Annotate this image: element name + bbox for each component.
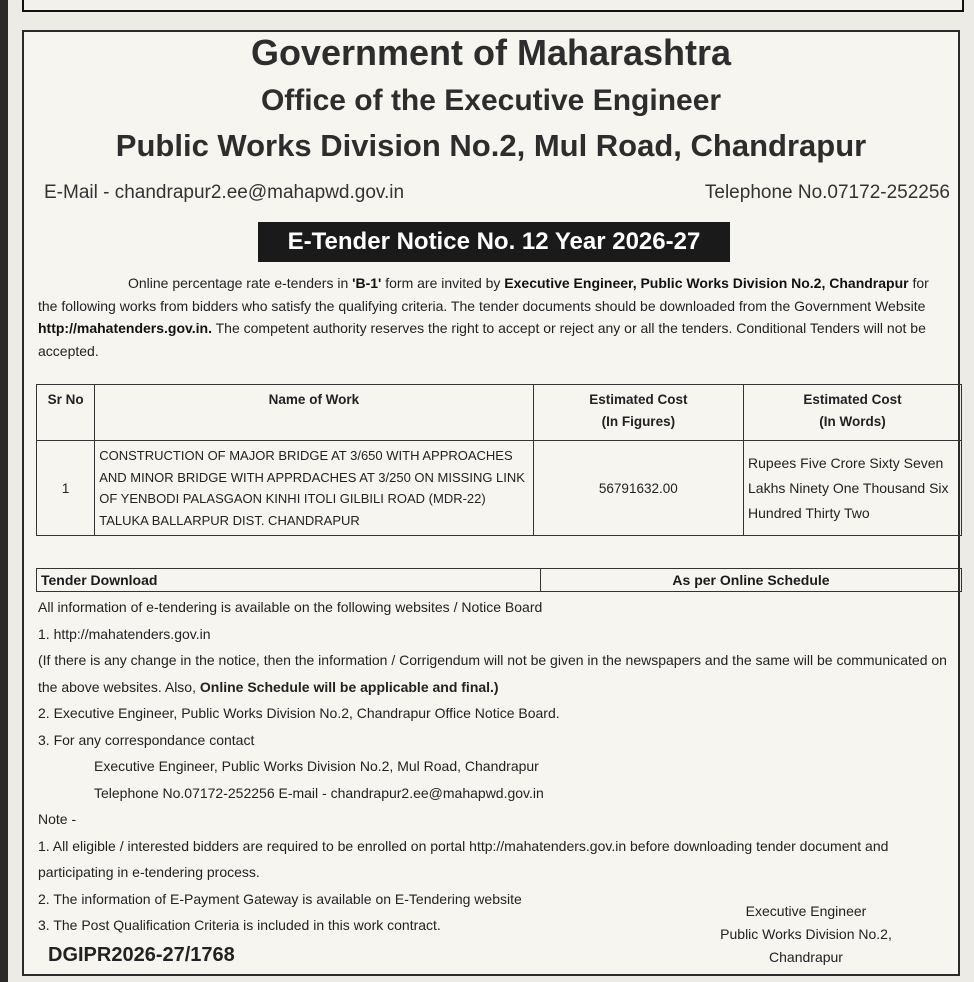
- info-text: (If there is any change in the notice, then the information / Corrigendum will not be given in the newspapers and the same will be communicated on the above websites. Also,: [38, 652, 947, 695]
- signature-line: Executive Engineer: [745, 903, 867, 919]
- note-item: 1. All eligible / interested bidders are required to be enrolled on portal http://mahatenders.gov.in before downloading tender document and participating in e-tendering process.: [38, 837, 889, 880]
- contact-phone-email: Telephone No.07172-252256 E-mail - chandrapur2.ee@mahapwd.gov.in: [94, 784, 544, 801]
- cell-cost-words: Rupees Five Crore Sixty Seven Lakhs Ninety One Thousand Six Hundred Thirty Two: [744, 441, 962, 536]
- signature-block: [696, 900, 916, 969]
- intro-text: The competent authority reserves the right to accept or reject any or all the tenders. Conditional Tenders will not be accepted.: [38, 320, 926, 359]
- header-subtitle: (In Words): [819, 414, 886, 429]
- tender-download-value: As per Online Schedule: [541, 569, 962, 592]
- telephone-text: Telephone No.07172-252256: [704, 182, 950, 203]
- information-section: [38, 594, 948, 939]
- signature-line: Chandrapur: [769, 949, 843, 965]
- table-row: [37, 441, 962, 536]
- issuing-authority: Executive Engineer, Public Works Division No.2, Chandrapur: [504, 275, 909, 291]
- info-line: All information of e-tendering is available on the following websites / Notice Board: [38, 599, 543, 615]
- works-table: [36, 384, 962, 536]
- division-heading: Public Works Division No.2, Mul Road, Chandrapur: [115, 128, 867, 163]
- tender-download-table: [36, 568, 962, 592]
- note-title: Note -: [38, 811, 77, 827]
- contact-address: Executive Engineer, Public Works Division No.2, Mul Road, Chandrapur: [94, 758, 539, 774]
- email-text: E-Mail - chandrapur2.ee@mahapwd.gov.in: [44, 182, 405, 203]
- intro-paragraph: [38, 272, 948, 362]
- note-item: 3. The Post Qualification Criteria is included in this work contract.: [38, 917, 441, 933]
- tender-download-label: Tender Download: [37, 569, 541, 592]
- header-cost-words: [744, 385, 962, 441]
- header-name-of-work: Name of Work: [95, 385, 533, 441]
- previous-notice-border: [22, 0, 964, 12]
- cell-cost-figures: 56791632.00: [533, 441, 743, 536]
- header-title: Estimated Cost: [589, 392, 688, 407]
- government-heading: Government of Maharashtra: [250, 32, 732, 73]
- header-subtitle: (In Figures): [601, 414, 676, 429]
- table-header-row: [37, 385, 962, 441]
- dgipr-number: DGIPR2026-27/1768: [48, 944, 235, 966]
- header-title: Estimated Cost: [803, 392, 902, 407]
- info-corrigendum-note: [38, 647, 948, 700]
- header-sr-no: Sr No: [37, 385, 95, 441]
- signature-line: Public Works Division No.2,: [720, 926, 892, 942]
- info-line: 2. Executive Engineer, Public Works Division No.2, Chandrapur Office Notice Board.: [38, 705, 560, 721]
- intro-text: Online percentage rate e-tenders in: [128, 275, 353, 291]
- header-cost-figures: [533, 385, 743, 441]
- tender-notice: [22, 30, 960, 976]
- form-name: 'B-1': [352, 275, 382, 291]
- note-item: 2. The information of E-Payment Gateway is available on E-Tendering website: [38, 890, 522, 907]
- cell-sr-no: 1: [37, 441, 95, 536]
- info-website-line: 1. http://mahatenders.gov.in: [38, 625, 211, 642]
- intro-text: form are invited by: [381, 275, 505, 291]
- intro-text: for the following works from bidders who satisfy the qualifying criteria. The tender documents should be downloaded from the Government Website: [38, 275, 929, 314]
- info-bold-text: Online Schedule will be applicable and final.): [199, 678, 499, 695]
- contact-row: [44, 182, 950, 204]
- info-line: 3. For any correspondance contact: [38, 731, 255, 748]
- cell-name-of-work: CONSTRUCTION OF MAJOR BRIDGE AT 3/650 WITH APPROACHES AND MINOR BRIDGE WITH APPRDACHES AT 3/250 ON MISSING LINK OF YENBODI PALASGAON KINHI ITOLI GILBILI ROAD (MDR-22) TALUKA BALLARPUR DIST. CHANDRAPUR: [95, 441, 533, 536]
- office-heading: Office of the Executive Engineer: [260, 84, 722, 117]
- table-row: [37, 569, 962, 592]
- notice-title: E-Tender Notice No. 12 Year 2026-27: [258, 222, 730, 262]
- left-edge-strip: [0, 0, 8, 982]
- website-link: http://mahatenders.gov.in.: [38, 320, 212, 336]
